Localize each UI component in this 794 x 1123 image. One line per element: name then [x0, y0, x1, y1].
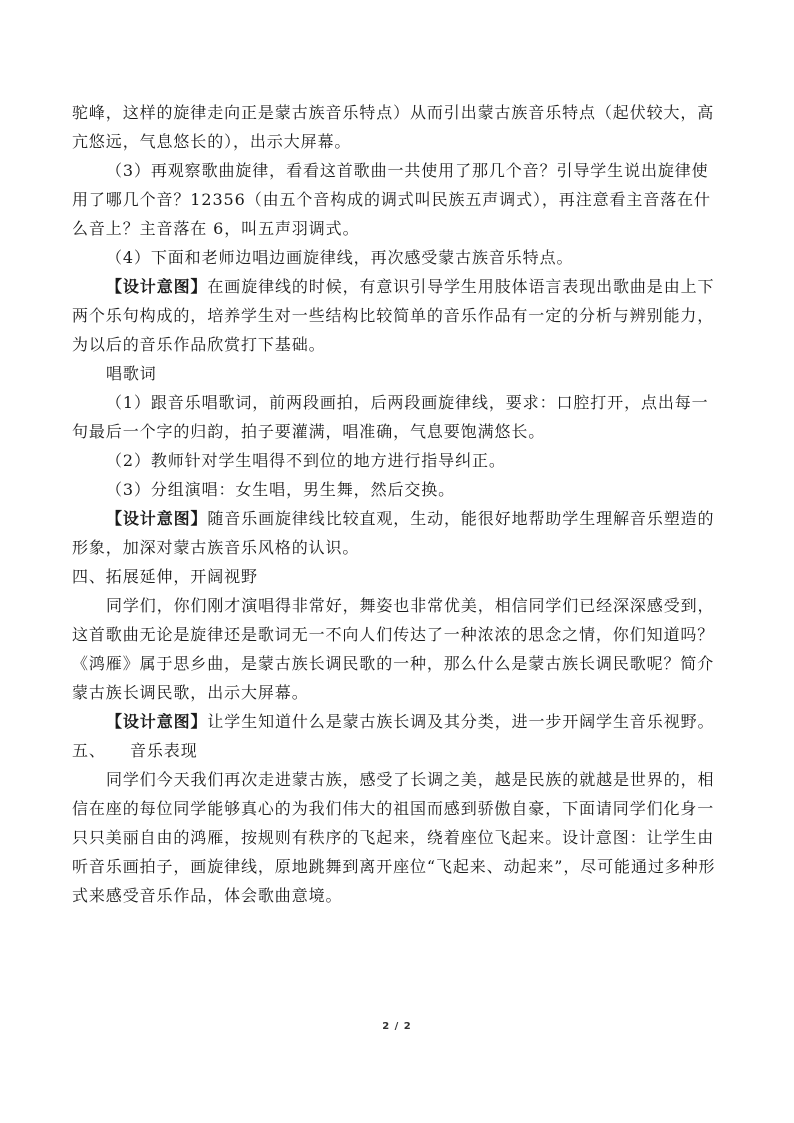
paragraph-step-4: （4）下面和老师边唱边画旋律线，再次感受蒙古族音乐特点。 [106, 248, 574, 267]
paragraph-lyrics-step-2: （2）教师针对学生唱得不到位的地方进行指导纠正。 [106, 451, 506, 470]
paragraph-continued: 驼峰，这样的旋律走向正是蒙古族音乐特点）从而引出蒙古族音乐特点（起伏较大，高亢悠远，气息悠长的），出示大屏幕。 [72, 103, 715, 151]
section-heading-4: 四、拓展延伸，开阔视野 [72, 567, 258, 586]
paragraph-design-intent-1 [72, 272, 722, 359]
page-number: 2 / 2 [382, 1021, 412, 1032]
paragraph-lyrics-step-3: （3）分组演唱：女生唱，男生舞，然后交换。 [106, 480, 456, 499]
document-body [72, 98, 722, 910]
paragraph-lyrics-step-1: （1）跟音乐唱歌词，前两段画拍，后两段画旋律线，要求：口腔打开，点出每一句最后一个字的归韵，拍子要灌满，唱准确，气息要饱满悠长。 [72, 393, 709, 441]
design-intent-text: 随音乐画旋律线比较直观，生动，能很好地帮助学生理解音乐塑造的形象，加深对蒙古族音乐风格的认识。 [72, 509, 715, 557]
design-intent-tag: 【设计意图】 [106, 712, 208, 731]
design-intent-tag: 【设计意图】 [106, 509, 208, 528]
paragraph-step-3: （3）再观察歌曲旋律，看看这首歌曲一共使用了那几个音？引导学生说出旋律使用了哪几个音？12356（由五个音构成的调式叫民族五声调式），再注意看主音落在什么音上？主音落在 6，叫五声羽调式。 [72, 161, 711, 238]
design-intent-text: 在画旋律线的时候，有意识引导学生用肢体语言表现出歌曲是由上下两个乐句构成的，培养学生对一些结构比较简单的音乐作品有一定的分析与辨别能力，为以后的音乐作品欣赏打下基础。 [72, 277, 715, 354]
paragraph-extension: 同学们，你们刚才演唱得非常好，舞姿也非常优美，相信同学们已经深深感受到，这首歌曲无论是旋律还是歌词无一不向人们传达了一种浓浓的思念之情，你们知道吗？《鸿雁》属于思乡曲，是蒙古族长调民歌的一种，那么什么是蒙古族长调民歌呢？简介蒙古族长调民歌，出示大屏幕。 [72, 596, 715, 702]
section-number: 五、 [72, 741, 106, 760]
design-intent-tag: 【设计意图】 [106, 277, 208, 296]
section-heading-5 [72, 736, 722, 765]
paragraph-performance: 同学们今天我们再次走进蒙古族，感受了长调之美，越是民族的就越是世界的，相信在座的每位同学能够真心的为我们伟大的祖国而感到骄傲自豪，下面请同学们化身一只只美丽自由的鸿雁，按规则有秩序的飞起来，绕着座位飞起来。设计意图：让学生由听音乐画拍子，画旋律线，原地跳舞到离开座位“飞起来、动起来”，尽可能通过多种形式来感受音乐作品，体会歌曲意境。 [72, 770, 716, 905]
paragraph-design-intent-3 [72, 707, 722, 736]
design-intent-text: 让学生知道什么是蒙古族长调及其分类，进一步开阔学生音乐视野。 [207, 712, 715, 731]
section-title: 音乐表现 [130, 741, 198, 760]
section-sing-lyrics: 唱歌词 [106, 364, 157, 383]
paragraph-design-intent-2 [72, 504, 722, 562]
